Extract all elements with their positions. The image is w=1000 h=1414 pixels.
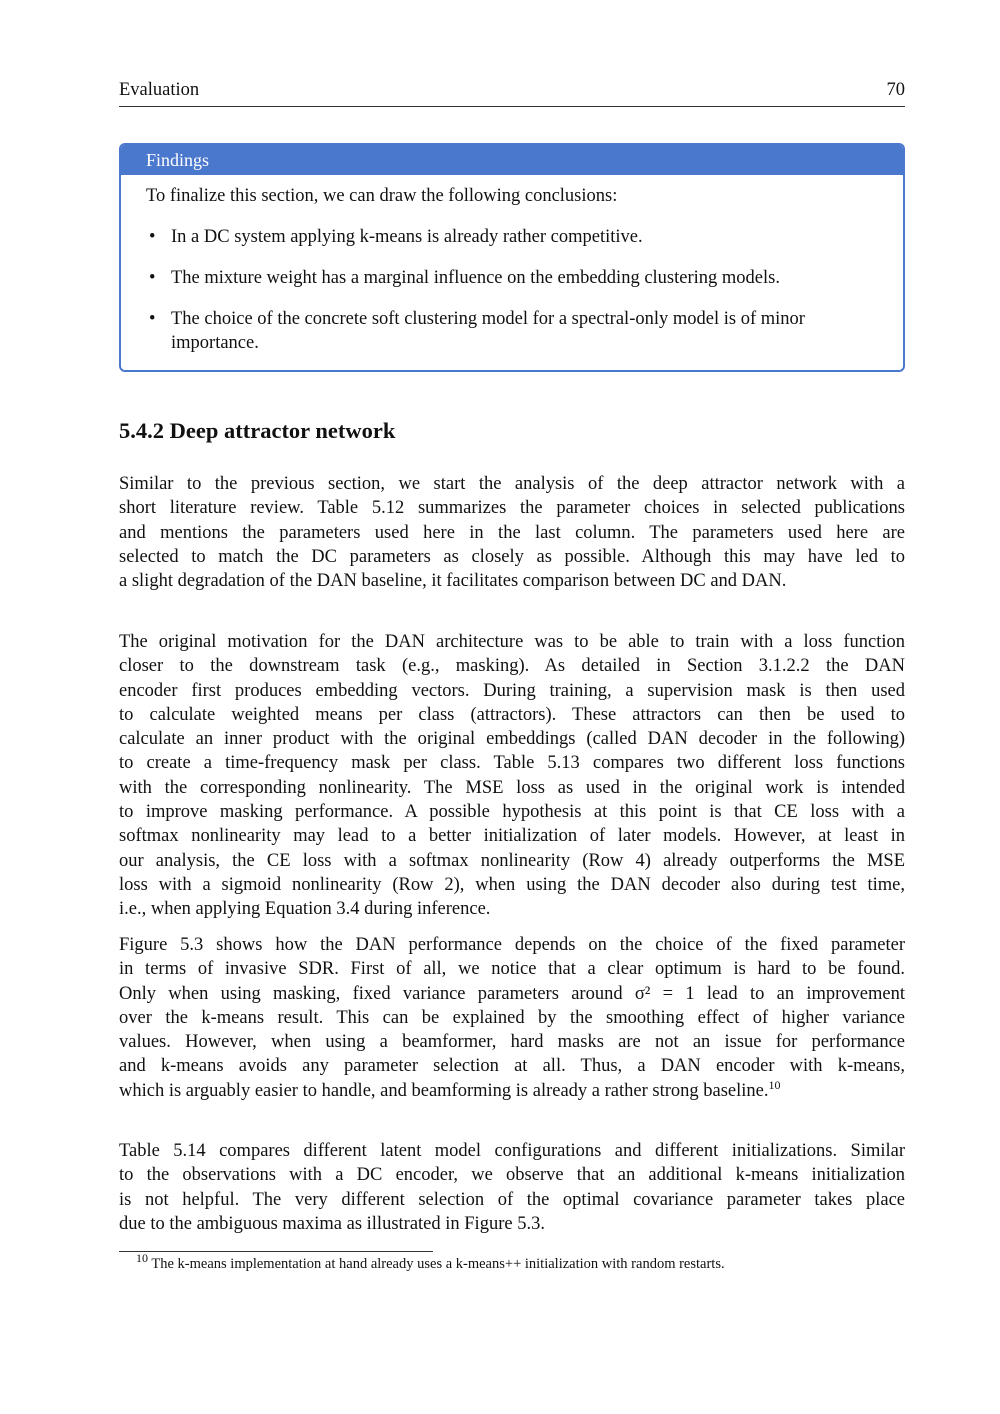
line-text: loss with a sigmoid nonlinearity (Row 2), when using the DAN decoder also during test time, bbox=[119, 874, 905, 895]
text-line bbox=[119, 679, 905, 703]
line-text: a slight degradation of the DAN baseline, it facilitates comparison between DC and DAN. bbox=[119, 571, 787, 592]
text-line bbox=[119, 776, 905, 800]
findings-list bbox=[149, 225, 883, 372]
line-text: values. However, when using a beamformer, hard masks are not an issue for performance bbox=[119, 1032, 905, 1053]
text-line bbox=[119, 472, 905, 496]
text-line bbox=[119, 654, 905, 678]
line-text: over the k-means result. This can be explained by the smoothing effect of higher variance bbox=[119, 1007, 905, 1028]
text-line bbox=[119, 545, 905, 569]
text-line bbox=[119, 751, 905, 775]
page-header bbox=[119, 80, 905, 107]
line-text: due to the ambiguous maxima as illustrated in Figure 5.3. bbox=[119, 1213, 545, 1234]
list-item: • The choice of the concrete soft clustering model for a spectral-only model is of minor importance. bbox=[149, 308, 805, 353]
line-text: The original motivation for the DAN architecture was to be able to train with a loss function bbox=[119, 632, 905, 652]
list-item: • The mixture weight has a marginal influence on the embedding clustering models. bbox=[171, 266, 883, 290]
line-text: in terms of invasive SDR. First of all, we notice that a clear optimum is hard to be found. bbox=[119, 959, 905, 980]
line-text: which is arguably easier to handle, and beamforming is already a rather strong baseline. bbox=[119, 1080, 769, 1101]
footnote-reference[interactable]: 10 bbox=[768, 1077, 781, 1092]
line-text: encoder first produces embedding vectors. During training, a supervision mask is then used bbox=[119, 680, 905, 701]
text-line bbox=[119, 569, 905, 593]
running-title: Evaluation bbox=[119, 80, 200, 100]
line-text: short literature review. Table 5.12 summarizes the parameter choices in selected publications bbox=[119, 498, 905, 519]
section-heading: 5.4.2 Deep attractor network bbox=[119, 418, 396, 443]
line-text: closer to the downstream task (e.g., masking). As detailed in Section 3.1.2.2 the DAN bbox=[119, 656, 905, 677]
line-text: to improve masking performance. A possible hypothesis at this point is that CE loss with a bbox=[119, 802, 905, 823]
line-text: Similar to the previous section, we start the analysis of the deep attractor network with a bbox=[119, 474, 905, 494]
line-text: to the observations with a DC encoder, we observe that an additional k-means initialization bbox=[119, 1165, 905, 1186]
text-line bbox=[119, 982, 905, 1006]
text-line bbox=[119, 1030, 905, 1054]
text-line bbox=[119, 1054, 905, 1078]
line-text: calculate an inner product with the original embeddings (called DAN decoder in the following) bbox=[119, 729, 905, 750]
line-text: our analysis, the CE loss with a softmax nonlinearity (Row 4) already outperforms the MSE bbox=[119, 850, 905, 871]
bullet-icon: • bbox=[149, 267, 156, 288]
footnote-divider bbox=[119, 1251, 433, 1252]
line-text: selected to match the DC parameters as closely as possible. Although this may have led to bbox=[119, 546, 905, 567]
text-line bbox=[119, 703, 905, 727]
paragraph bbox=[119, 933, 905, 1103]
page-number: 70 bbox=[886, 80, 905, 100]
paragraph bbox=[119, 1139, 905, 1236]
line-text: softmax nonlinearity may lead to a better initialization of later models. However, at least in bbox=[119, 826, 905, 847]
text-line bbox=[119, 521, 905, 545]
paragraph bbox=[119, 472, 905, 593]
line-text: Table 5.14 compares different latent model configurations and different initializations. Similar bbox=[119, 1141, 905, 1161]
text-line bbox=[119, 1139, 905, 1163]
text-line bbox=[119, 1006, 905, 1030]
paragraph bbox=[119, 630, 905, 922]
line-text: and mentions the parameters used here in the last column. The parameters used here are bbox=[119, 522, 905, 543]
line-text: and k-means avoids any parameter selection at all. Thus, a DAN encoder with k-means, bbox=[119, 1056, 905, 1077]
line-text: to create a time-frequency mask per class. Table 5.13 compares two different loss functions bbox=[119, 753, 905, 774]
bullet-icon: • bbox=[149, 227, 156, 247]
line-text: is not helpful. The very different selection of the optimal covariance parameter takes place bbox=[119, 1189, 905, 1210]
footnote-text: The k-means implementation at hand already uses a k-means++ initialization with random restarts. bbox=[151, 1256, 725, 1272]
text-line bbox=[119, 800, 905, 824]
line-text: Only when using masking, fixed variance parameters around σ² = 1 lead to an improvement bbox=[119, 983, 905, 1004]
text-line bbox=[119, 873, 905, 897]
text-line bbox=[119, 727, 905, 751]
text-line bbox=[119, 897, 905, 921]
text-line bbox=[119, 1212, 905, 1236]
line-text: with the corresponding nonlinearity. The MSE loss as used in the original work is intended bbox=[119, 777, 905, 798]
text-line bbox=[119, 496, 905, 520]
text-line bbox=[119, 957, 905, 981]
list-item: • In a DC system applying k-means is already rather competitive. bbox=[171, 225, 883, 249]
line-text: Figure 5.3 shows how the DAN performance depends on the choice of the fixed parameter bbox=[119, 935, 905, 955]
findings-box bbox=[119, 143, 905, 372]
text-line bbox=[119, 1188, 905, 1212]
findings-title: Findings bbox=[121, 145, 903, 175]
line-text: i.e., when applying Equation 3.4 during inference. bbox=[119, 899, 491, 920]
text-line bbox=[119, 849, 905, 873]
text-line bbox=[119, 933, 905, 957]
findings-intro: To finalize this section, we can draw the following conclusions: bbox=[146, 186, 618, 206]
text-line bbox=[119, 1079, 905, 1103]
text-line bbox=[119, 824, 905, 848]
line-text: to calculate weighted means per class (attractors). These attractors can then be used to bbox=[119, 704, 905, 725]
text-line bbox=[119, 630, 905, 654]
footnote bbox=[136, 1251, 725, 1273]
text-line bbox=[119, 1163, 905, 1187]
bullet-icon: • bbox=[149, 308, 156, 329]
footnote-marker: 10 bbox=[136, 1251, 148, 1266]
